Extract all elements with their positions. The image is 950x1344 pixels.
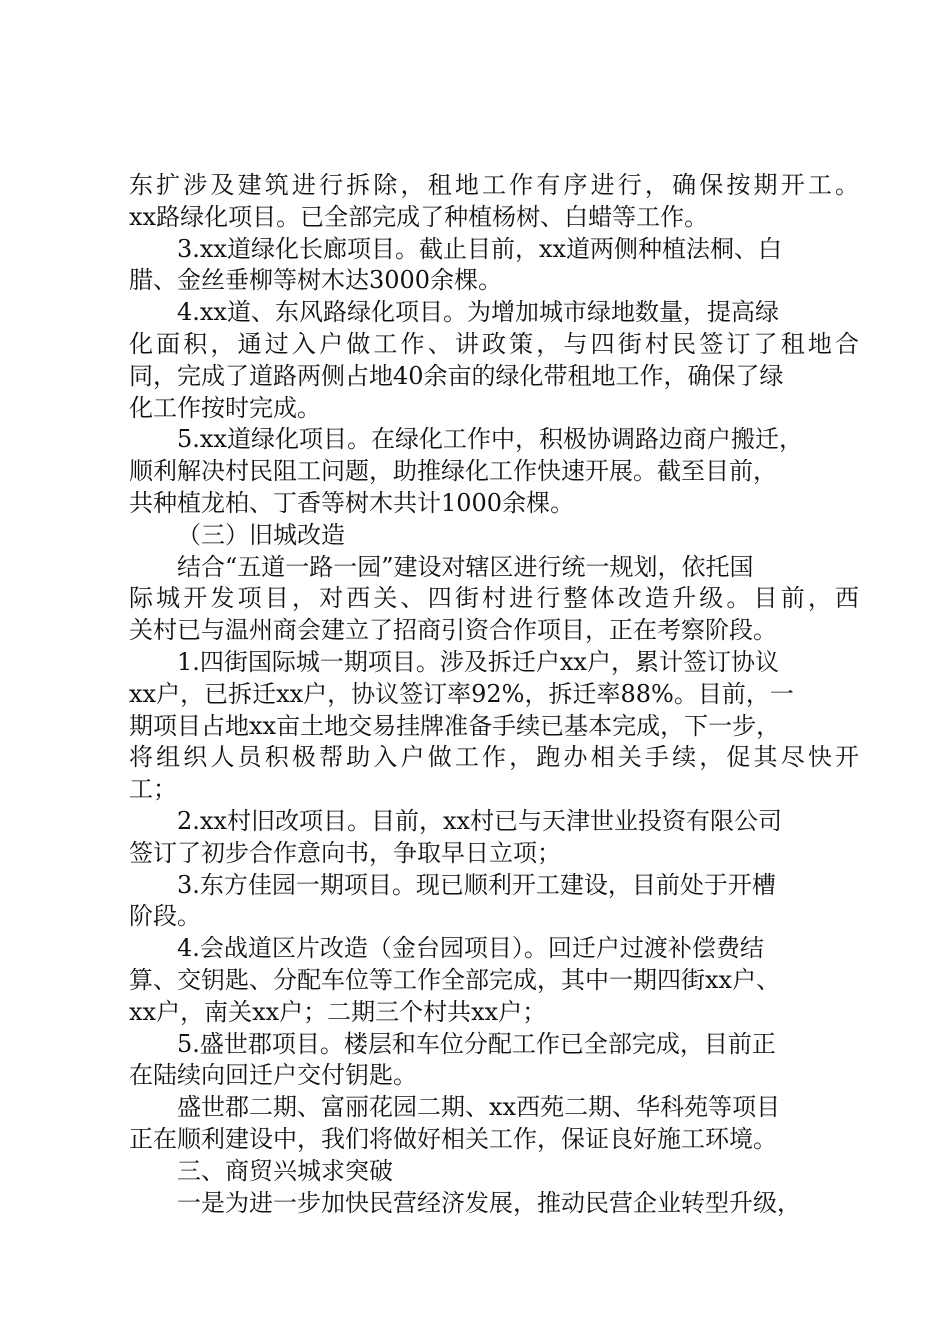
text-line: 正在顺利建设中，我们将做好相关工作，保证良好施工环境。 (129, 1124, 777, 1153)
text-line: xx路绿化项目。已全部完成了种植杨树、白蜡等工作。 (129, 202, 709, 231)
text-line: xx户，南关xx户；二期三个村共xx户； (129, 997, 547, 1026)
text-line: 同，完成了道路两侧占地40余亩的绿化带租地工作，确保了绿 (129, 361, 784, 390)
text-line: 化面积，通过入户做工作、讲政策，与四街村民签订了租地合 (129, 329, 859, 358)
text-line: 4.会战道区片改造（金台园项目）。回迁户过渡补偿费结 (177, 934, 764, 963)
text-line: 化工作按时完成。 (129, 393, 321, 422)
section-heading: （三）旧城改造 (177, 520, 345, 549)
text-line: 5.盛世郡项目。楼层和车位分配工作已全部完成，目前正 (177, 1029, 776, 1058)
text-line: 3.xx道绿化长廊项目。截止目前，xx道两侧种植法桐、白 (177, 234, 783, 263)
text-line: 算、交钥匙、分配车位等工作全部完成，其中一期四街xx户、 (129, 965, 781, 994)
text-line: 阶段。 (129, 902, 201, 931)
text-line: 3.东方佳园一期项目。现已顺利开工建设，目前处于开槽 (177, 870, 776, 899)
text-line: 签订了初步合作意向书，争取早日立项； (129, 838, 561, 867)
text-line: 东扩涉及建筑进行拆除，租地工作有序进行，确保按期开工。 (129, 171, 859, 199)
text-line: 期项目占地xx亩土地交易挂牌准备手续已基本完成，下一步， (129, 711, 781, 740)
text-line: 4.xx道、东风路绿化项目。为增加城市绿地数量，提高绿 (177, 298, 779, 327)
text-line: 工； (129, 775, 177, 804)
text-line: 在陆续向回迁户交付钥匙。 (129, 1061, 417, 1090)
text-line: 1.四街国际城一期项目。涉及拆迁户xx户，累计签订协议 (177, 647, 779, 676)
section-heading: 三、商贸兴城求突破 (177, 1156, 393, 1185)
text-line: 共种植龙柏、丁香等树木共计1000余棵。 (129, 488, 575, 517)
text-line: xx户，已拆迁xx户，协议签订率92%，拆迁率88%。目前，一 (129, 679, 794, 708)
text-line: 5.xx道绿化项目。在绿化工作中，积极协调路边商户搬迁， (177, 425, 803, 454)
text-line: 一是为进一步加快民营经济发展，推动民营企业转型升级， (177, 1188, 801, 1217)
text-line: 腊、金丝垂柳等树木达3000余棵。 (129, 266, 503, 295)
text-line: 结合“五道一路一园”建设对辖区进行统一规划，依托国 (177, 552, 754, 581)
text-line: 2.xx村旧改项目。目前，xx村已与天津世业投资有限公司 (177, 806, 783, 835)
text-line: 顺利解决村民阻工问题，助推绿化工作快速开展。截至目前， (129, 457, 777, 486)
text-line: 关村已与温州商会建立了招商引资合作项目，正在考察阶段。 (129, 616, 777, 645)
text-line: 盛世郡二期、富丽花园二期、xx西苑二期、华科苑等项目 (177, 1093, 781, 1122)
document-body (129, 170, 859, 1219)
text-line: 际城开发项目，对西关、四街村进行整体改造升级。目前，西 (129, 584, 859, 613)
text-line: 将组织人员积极帮助入户做工作，跑办相关手续，促其尽快开 (129, 743, 859, 772)
